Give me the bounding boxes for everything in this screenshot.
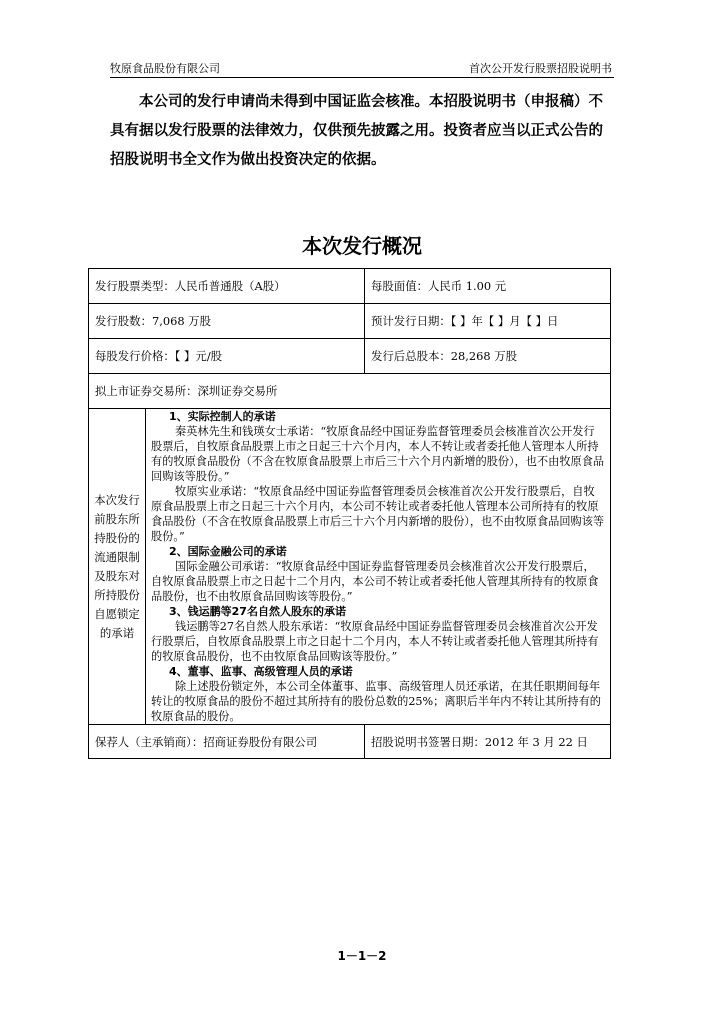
header-company: 牧原食品股份有限公司 bbox=[110, 62, 220, 75]
table-row bbox=[89, 374, 611, 409]
commitment-paragraph-1: 秦英林先生和钱瑛女士承诺：“牧原食品经中国证券监督管理委员会核准首次公开发行股票后，自牧原食品股票上市之日起三十六个月内，本人不转让或者委托他人管理本人所持有的牧原食品股份（不含在牧原食品股票上市后三十六个月内新增的股份），也不由牧原食品回购该等股份。” bbox=[151, 425, 605, 483]
commitment-paragraph-4: 钱运鹏等27名自然人股东承诺：“牧原食品经中国证券监督管理委员会核准首次公开发行股票后，自牧原食品股票上市之日起十二个月内，本人不转让或者委托他人管理其所持有的牧原食品股份，也不由牧原食品回购该等股份。” bbox=[151, 620, 599, 663]
header-divider bbox=[110, 77, 614, 78]
table-row bbox=[89, 409, 611, 725]
commitment-heading-3: 3、钱运鹏等27名自然人股东的承诺 bbox=[169, 605, 346, 618]
header-doc-title: 首次公开发行股票招股说明书 bbox=[469, 62, 612, 75]
exchange-cell: 拟上市证券交易所：深圳证券交易所 bbox=[89, 374, 611, 409]
commitment-heading-1: 1、实际控制人的承诺 bbox=[169, 410, 276, 423]
table-row bbox=[89, 269, 611, 304]
table-row bbox=[89, 725, 611, 759]
sponsor-cell: 保荐人（主承销商）：招商证券股份有限公司 bbox=[89, 725, 365, 759]
commitment-paragraph-5: 除上述股份锁定外，本公司全体董事、监事、高级管理人员还承诺，在其任职期间每年转让的牧原食品的股份不超过其所持有的股份总数的25%；离职后半年内不转让其所持有的牧原食品的股份。 bbox=[151, 680, 601, 723]
par-value-cell: 每股面值：人民币 1.00 元 bbox=[365, 269, 611, 304]
commitments-cell bbox=[146, 409, 611, 725]
table-row bbox=[89, 339, 611, 374]
price-cell: 每股发行价格：【 】元/股 bbox=[89, 339, 365, 374]
section-title: 本次发行概况 bbox=[302, 234, 422, 258]
page-number: 1－1－2 bbox=[337, 949, 387, 963]
commitment-heading-4: 4、董事、监事、高级管理人员的承诺 bbox=[169, 665, 353, 678]
commitment-paragraph-3: 国际金融公司承诺：“牧原食品经中国证券监督管理委员会核准首次公开发行股票后，自牧原食品股票上市之日起十二个月内，本公司不转让或者委托他人管理其所持有的牧原食品股份，也不由牧原食品回购该等股份。” bbox=[151, 560, 599, 603]
commitment-heading-2: 2、国际金融公司的承诺 bbox=[169, 545, 287, 558]
shares-cell: 发行股数：7,068 万股 bbox=[89, 304, 365, 339]
total-capital-cell: 发行后总股本：28,268 万股 bbox=[365, 339, 611, 374]
issue-date-cell: 预计发行日期：【 】年【 】月【 】日 bbox=[365, 304, 611, 339]
table-row bbox=[89, 304, 611, 339]
stock-type-cell: 发行股票类型：人民币普通股（A股） bbox=[89, 269, 365, 304]
offering-overview-table bbox=[88, 268, 611, 759]
commitment-paragraph-2: 牧原实业承诺：“牧原食品经中国证券监督管理委员会核准首次公开发行股票后，自牧原食品股票上市之日起三十六个月内，本公司不转让或者委托他人管理本公司所持有的牧原食品股份（不含在牧原食品股票上市后三十六个月内新增的股份），也不由牧原食品回购该等股份。” bbox=[151, 485, 605, 543]
sign-date-cell: 招股说明书签署日期：2012 年 3 月 22 日 bbox=[365, 725, 611, 759]
lockup-label-cell: 本次发行前股东所持股份的流通限制及股东对所持股份自愿锁定的承诺 bbox=[89, 409, 146, 725]
disclaimer-notice: 本公司的发行申请尚未得到中国证监会核准。本招股说明书（申报稿）不具有据以发行股票的法律效力，仅供预先披露之用。投资者应当以正式公告的招股说明书全文作为做出投资决定的依据。 bbox=[110, 94, 603, 168]
